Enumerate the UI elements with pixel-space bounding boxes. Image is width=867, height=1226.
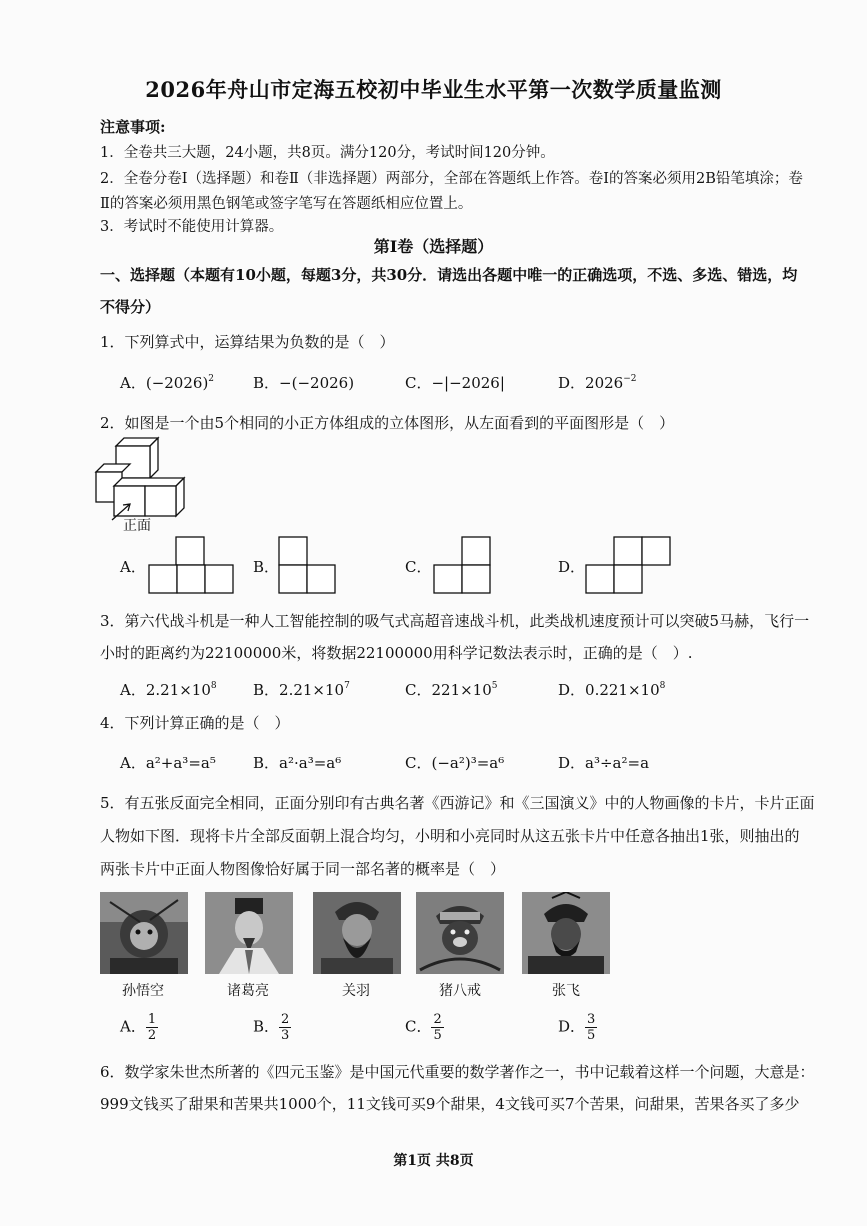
option-label: C． — [405, 681, 432, 699]
question-2-option-c-label[interactable]: C． — [405, 558, 432, 576]
portrait-caption: 诸葛亮 — [227, 983, 269, 999]
question-6-stem-cont: 999文钱买了甜果和苦果共1000个，11文钱可买9个甜果，4文钱可买7个苦果，问甜果，苦果各买了多少 — [100, 1095, 800, 1113]
question-2-option-d-label[interactable]: D． — [558, 558, 586, 576]
portrait-caption: 猪八戒 — [439, 983, 481, 999]
question-5-option-b[interactable] — [253, 1012, 291, 1043]
option-label: B． — [253, 754, 280, 772]
question-4-option-d[interactable] — [558, 752, 649, 773]
question-2-option-b-label[interactable]: B． — [253, 558, 280, 576]
question-3-option-b[interactable] — [253, 679, 350, 700]
question-5-option-c[interactable] — [405, 1012, 444, 1043]
option-label: D． — [558, 1017, 586, 1036]
fraction-numerator: 3 — [587, 1012, 596, 1027]
question-2-option-c-figure[interactable] — [433, 536, 493, 594]
option-text: 2.21×10 — [279, 681, 345, 699]
portrait-guan-yu — [313, 892, 401, 974]
option-text: 2026 — [585, 374, 624, 392]
note-item: Ⅱ的答案必须用黑色钢笔或签字笔写在答题纸相应位置上。 — [100, 196, 473, 212]
question-1-stem: 1．下列算式中，运算结果为负数的是（ ） — [100, 333, 395, 351]
option-text: (−2026) — [145, 374, 209, 392]
page-number: 第1页 共8页 — [393, 1153, 474, 1169]
fraction-denominator: 3 — [281, 1028, 290, 1043]
question-5-stem-cont: 人物如下图．现将卡片全部反面朝上混合均匀，小明和小亮同时从这五张卡片中任意各抽出1张，则抽出的 — [100, 827, 800, 845]
option-label: C． — [405, 1017, 432, 1036]
fraction-numerator: 2 — [433, 1012, 442, 1027]
option-label: D． — [558, 681, 586, 699]
option-text: a³÷a²=a — [585, 754, 650, 772]
note-item: 2．全卷分卷Ⅰ（选择题）和卷Ⅱ（非选择题）两部分，全部在答题纸上作答。卷Ⅰ的答案必须用2B铅笔填涂；卷 — [100, 171, 803, 187]
question-2-option-a-label[interactable]: A． — [120, 558, 146, 576]
portrait-zhang-fei — [522, 892, 610, 974]
option-exponent: 7 — [344, 681, 350, 691]
section-title: 第Ⅰ卷（选择题） — [373, 237, 494, 256]
question-1-option-d[interactable] — [558, 372, 637, 393]
option-text: −(−2026) — [279, 374, 355, 392]
option-exponent: 2 — [208, 374, 215, 384]
fraction-numerator: 1 — [147, 1012, 157, 1027]
option-fraction — [146, 1012, 158, 1043]
question-5-stem: 5．有五张反面完全相同，正面分别印有古典名著《西游记》和《三国演义》中的人物画像的卡片，卡片正面 — [100, 794, 815, 812]
portrait-caption: 张飞 — [552, 983, 580, 999]
option-fraction — [431, 1012, 443, 1043]
option-fraction — [279, 1012, 291, 1043]
note-item: 3．考试时不能使用计算器。 — [100, 219, 284, 235]
option-text: 0.221×10 — [585, 681, 660, 699]
question-3-option-c[interactable] — [405, 679, 498, 700]
option-label: D． — [558, 374, 586, 392]
fraction-denominator: 2 — [147, 1028, 157, 1043]
option-label: B． — [253, 681, 280, 699]
portrait-zhu-bajie — [416, 892, 504, 974]
note-item: 1．全卷共三大题，24小题，共8页。满分120分，考试时间120分钟。 — [100, 145, 555, 161]
page-title: 2026年舟山市定海五校初中毕业生水平第一次数学质量监测 — [145, 77, 722, 102]
portrait-caption: 关羽 — [342, 983, 370, 999]
option-exponent: 5 — [491, 681, 498, 691]
section-header-cont: 不得分） — [100, 298, 161, 316]
option-fraction — [585, 1012, 597, 1043]
question-4-option-a[interactable] — [120, 752, 216, 773]
question-2-option-d-figure[interactable] — [585, 536, 672, 594]
question-1-option-b[interactable] — [253, 372, 354, 393]
front-view-label: 正面 — [123, 518, 151, 534]
option-text: a²·a³=a⁶ — [279, 754, 342, 772]
question-2-option-a-figure[interactable] — [148, 536, 235, 594]
option-label: B． — [253, 1017, 280, 1036]
option-label: A． — [120, 681, 146, 699]
question-3-stem-cont: 小时的距离约为22100000米，将数据22100000用科学记数法表示时，正确的是（ ）. — [100, 644, 693, 662]
question-4-option-b[interactable] — [253, 752, 341, 773]
portrait-caption: 孙悟空 — [122, 983, 164, 999]
option-label: D． — [558, 754, 586, 772]
question-4-stem: 4．下列计算正确的是（ ） — [100, 714, 290, 732]
question-2-option-b-figure[interactable] — [278, 536, 338, 594]
question-1-option-a[interactable] — [120, 372, 214, 393]
option-label: C． — [405, 374, 432, 392]
option-exponent: −2 — [623, 374, 637, 384]
option-text: a²+a³=a⁵ — [145, 754, 216, 772]
option-label: C． — [405, 754, 432, 772]
portrait-sun-wukong — [100, 892, 188, 974]
question-3-option-d[interactable] — [558, 679, 665, 700]
fraction-numerator: 2 — [281, 1012, 290, 1027]
option-label: A． — [120, 374, 146, 392]
section-header: 一、选择题（本题有10小题，每题3分，共30分．请选出各题中唯一的正确选项，不选、多选、错选，均 — [100, 266, 798, 284]
fraction-denominator: 5 — [433, 1028, 442, 1043]
question-6-stem: 6．数学家朱世杰所著的《四元玉鉴》是中国元代重要的数学著作之一，书中记载着这样一个问题，大意是： — [100, 1063, 815, 1081]
portrait-zhuge-liang — [205, 892, 293, 974]
option-exponent: 8 — [659, 681, 666, 691]
option-text: −|−2026| — [431, 374, 505, 392]
question-4-option-c[interactable] — [405, 752, 504, 773]
option-label: A． — [120, 754, 146, 772]
question-5-stem-cont: 两张卡片中正面人物图像恰好属于同一部名著的概率是（ ） — [100, 860, 506, 878]
question-2-stem: 2．如图是一个由5个相同的小正方体组成的立体图形，从左面看到的平面图形是（ ） — [100, 414, 675, 432]
fraction-denominator: 5 — [587, 1028, 596, 1043]
question-3-stem: 3．第六代战斗机是一种人工智能控制的吸气式高超音速战斗机，此类战机速度预计可以突破5马赫，飞行一 — [100, 612, 810, 630]
option-label: A． — [120, 1017, 146, 1036]
notes-heading: 注意事项: — [100, 118, 166, 136]
option-text: 2.21×10 — [145, 681, 211, 699]
question-5-option-d[interactable] — [558, 1012, 597, 1043]
option-text: 221×10 — [431, 681, 492, 699]
question-5-option-a[interactable] — [120, 1012, 158, 1043]
question-3-option-a[interactable] — [120, 679, 217, 700]
option-text: (−a²)³=a⁶ — [431, 754, 505, 772]
option-exponent: 8 — [210, 681, 217, 691]
option-label: B． — [253, 374, 280, 392]
question-1-option-c[interactable] — [405, 372, 505, 393]
